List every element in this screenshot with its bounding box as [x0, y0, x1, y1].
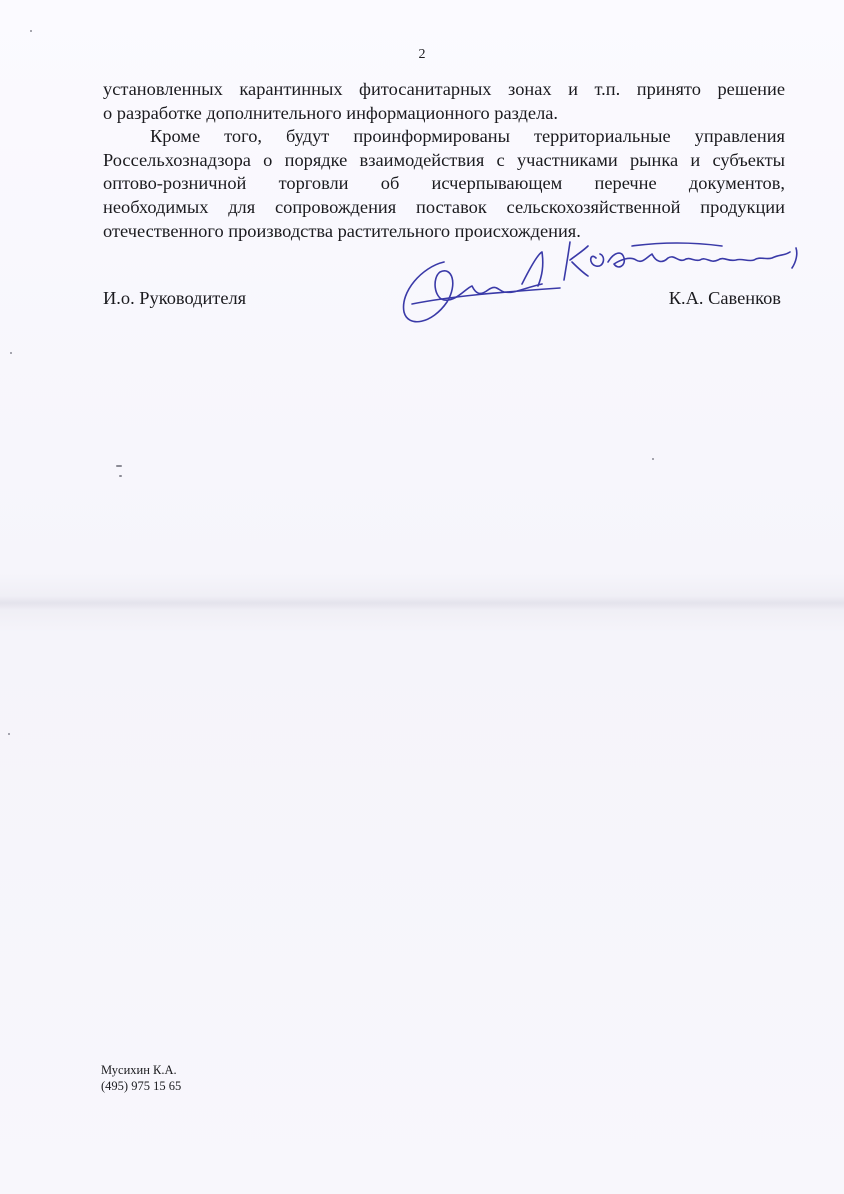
executor-name: Мусихин К.А. [101, 1063, 177, 1077]
scan-speck [10, 352, 12, 354]
paper-fold [0, 596, 844, 610]
signature-stroke [522, 252, 543, 286]
body-line-4: Россельхознадзора о порядке взаимодействия с участниками рынка и субъекты [103, 149, 785, 170]
handwritten-signature [392, 232, 812, 342]
body-line-7: отечественного производства растительного происхождения. [103, 220, 581, 241]
scan-speck [8, 733, 10, 735]
page-number: 2 [418, 47, 426, 62]
body-line-1: установленных карантинных фитосанитарных зонах и т.п. принято решение [103, 79, 785, 99]
scan-speck [652, 458, 654, 460]
body-line-3: Кроме того, будут проинформированы территориальные управления [150, 126, 785, 147]
letter-body [103, 78, 785, 243]
signer-title: И.о. Руководителя [103, 288, 247, 308]
note-overline [632, 243, 722, 246]
note-word [591, 252, 790, 267]
scan-speck [119, 475, 122, 477]
executor-footer [101, 1062, 181, 1094]
body-line-6: необходимых для сопровождения поставок сельскохозяйственной продукции [103, 196, 785, 217]
scan-speck [30, 30, 32, 32]
note-k [564, 242, 588, 280]
body-line-2: о разработке дополнительного информационного раздела. [103, 102, 559, 123]
body-line-5: оптово-розничной торговли об исчерпывающем перечне документов, [103, 173, 785, 194]
signature-loop [404, 262, 542, 322]
scan-speck [116, 465, 122, 467]
signature-underline [412, 288, 560, 304]
note-tail [792, 248, 797, 268]
executor-phone: (495) 975 15 65 [101, 1079, 182, 1093]
signer-name: К.А. Савенков [668, 288, 781, 308]
